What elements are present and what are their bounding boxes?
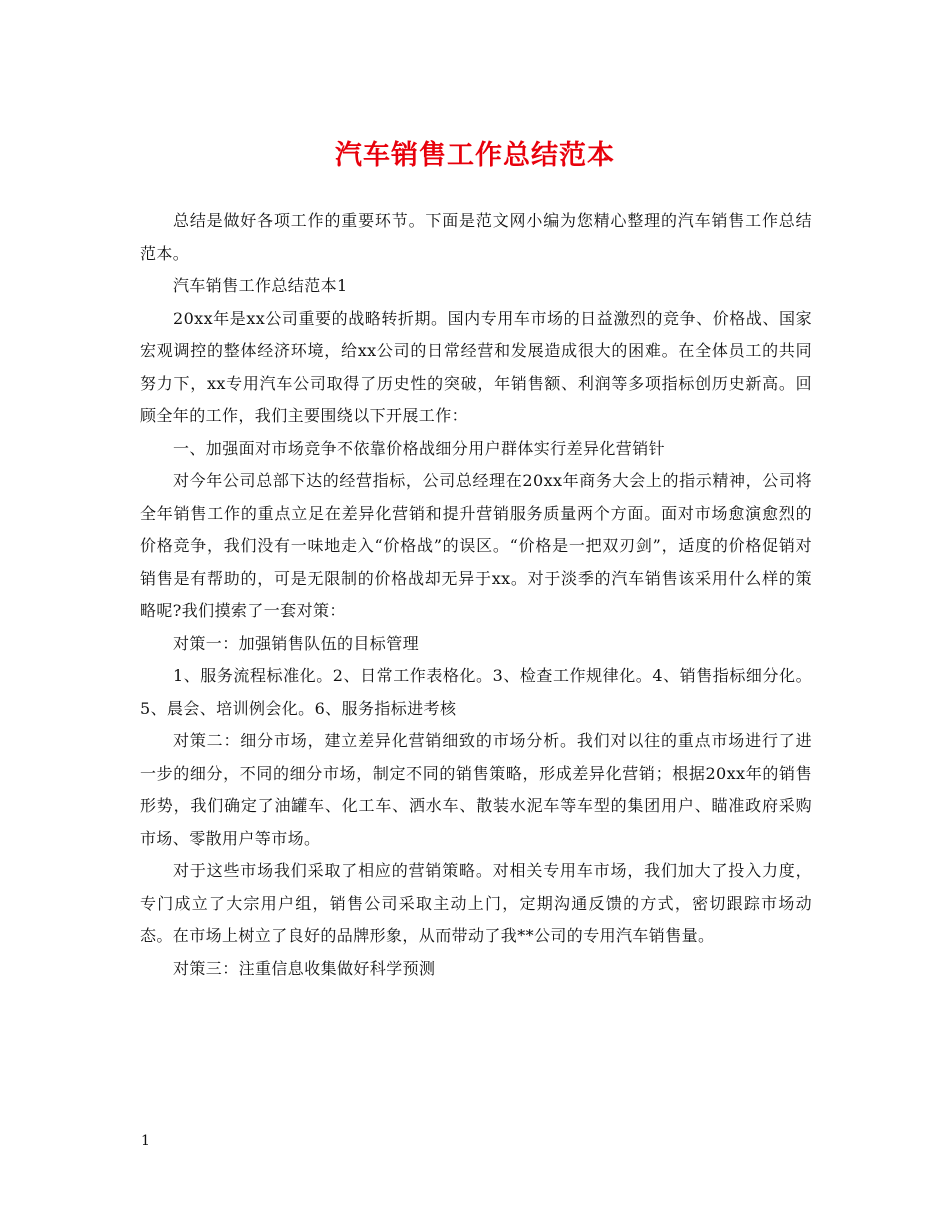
paragraph-overview: 20xx年是xx公司重要的战略转折期。国内专用车市场的日益激烈的竞争、价格战、国家宏观调控的整体经济环境，给xx公司的日常经营和发展造成很大的困难。在全体员工的共同努力下，xx专用汽车公司取得了历史性的突破，年销售额、利润等多项指标创历史新高。回顾全年的工作，我们主要围绕以下开展工作：	[140, 308, 812, 425]
paragraph-market-strategy: 对于这些市场我们采取了相应的营销策略。对相关专用车市场，我们加大了投入力度，专门成立了大宗用户组，销售公司采取主动上门，定期沟通反馈的方式，密切跟踪市场动态。在市场上树立了良好的品牌形象，从而带动了我**公司的专用汽车销售量。	[140, 861, 812, 945]
document-body	[140, 205, 812, 985]
paragraph-section-heading: 汽车销售工作总结范本1	[173, 276, 348, 295]
paragraph-countermeasure-one: 对策一：加强销售队伍的目标管理	[173, 633, 420, 653]
page-number: 1	[141, 1133, 150, 1149]
paragraph-countermeasure-three: 对策三：注重信息收集做好科学预测	[173, 958, 436, 978]
paragraph-strategy-heading: 一、加强面对市场竞争不依靠价格战细分用户群体实行差异化营销针	[173, 438, 666, 458]
paragraph-intro: 总结是做好各项工作的重要环节。下面是范文网小编为您精心整理的汽车销售工作总结范本。	[140, 211, 812, 263]
document-title: 汽车销售工作总结范本	[335, 140, 615, 171]
paragraph-countermeasure-two: 对策二：细分市场，建立差异化营销细致的市场分析。我们对以往的重点市场进行了进一步的细分，不同的细分市场，制定不同的销售策略，形成差异化营销；根据20xx年的销售形势，我们确定了油罐车、化工车、洒水车、散装水泥车等车型的集团用户、瞄准政府采购市场、零散用户等市场。	[140, 731, 812, 848]
paragraph-strategy-detail: 对今年公司总部下达的经营指标，公司总经理在20xx年商务大会上的指示精神，公司将全年销售工作的重点立足在差异化营销和提升营销服务质量两个方面。面对市场愈演愈烈的价格竞争，我们没有一味地走入“价格战”的误区。“价格是一把双刃剑”，适度的价格促销对销售是有帮助的，可是无限制的价格战却无异于xx。对于淡季的汽车销售该采用什么样的策略呢?我们摸索了一套对策：	[140, 471, 812, 620]
paragraph-countermeasure-one-list: 1、服务流程标准化。2、日常工作表格化。3、检查工作规律化。4、销售指标细分化。5、晨会、培训例会化。6、服务指标进考核	[140, 666, 812, 718]
